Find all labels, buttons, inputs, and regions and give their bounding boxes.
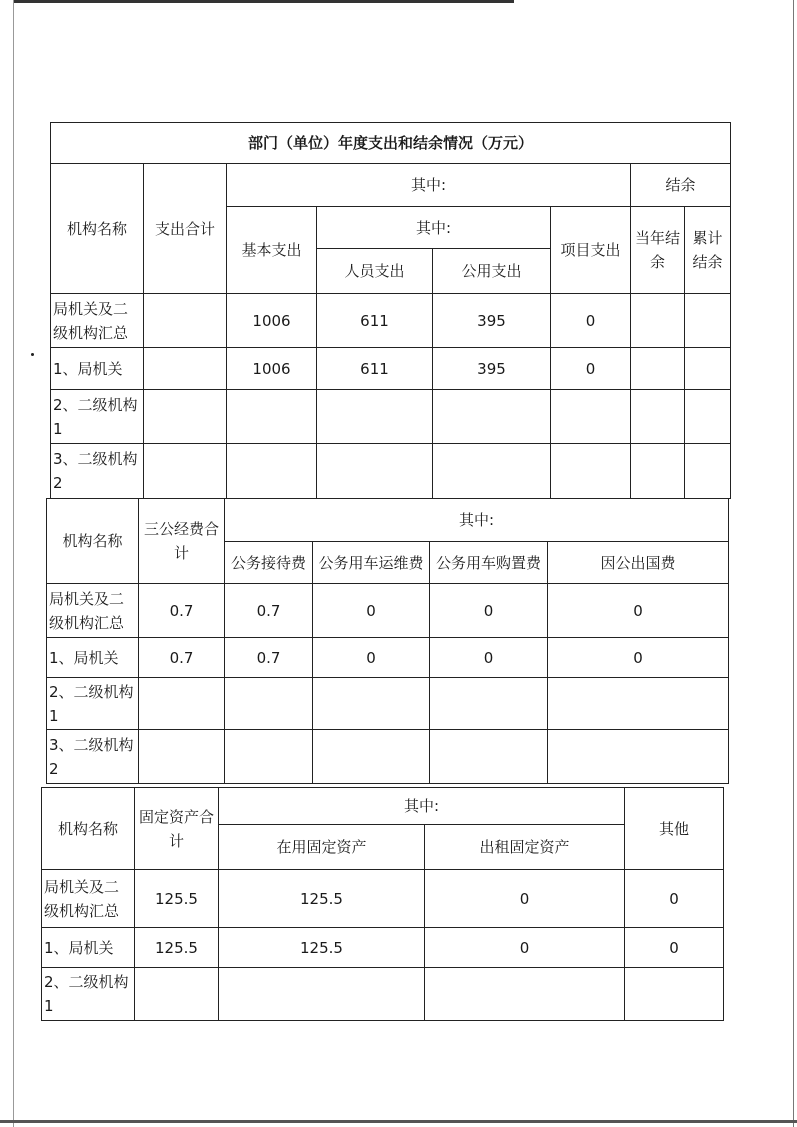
abroad-cell	[548, 678, 729, 730]
total-cell: 125.5	[135, 870, 219, 928]
personnel-cell	[317, 444, 433, 499]
reception-cell	[225, 730, 313, 784]
header-vehicle-purchase: 公务用车购置费	[430, 542, 548, 584]
header-org-name: 机构名称	[47, 499, 139, 584]
header-basic-spend: 基本支出	[227, 207, 317, 294]
header-total-spend: 支出合计	[144, 164, 227, 294]
org-name-cell: 局机关及二级机构汇总	[47, 584, 139, 638]
public-cell: 395	[433, 348, 551, 390]
page-right-edge	[793, 0, 794, 1127]
org-name-cell: 局机关及二级机构汇总	[51, 294, 144, 348]
in-use-cell: 125.5	[219, 870, 425, 928]
header-of-which: 其中:	[227, 164, 631, 207]
total-cell	[144, 390, 227, 444]
personnel-cell: 611	[317, 294, 433, 348]
basic-cell	[227, 444, 317, 499]
org-name-cell: 3、二级机构2	[47, 730, 139, 784]
reception-cell: 0.7	[225, 638, 313, 678]
public-cell: 395	[433, 294, 551, 348]
other-cell: 0	[625, 928, 724, 968]
current-balance-cell	[631, 294, 685, 348]
table-row	[42, 968, 724, 1021]
vehicle-purchase-cell: 0	[430, 638, 548, 678]
fixed-assets-table	[41, 787, 724, 1021]
leased-cell	[425, 968, 625, 1021]
org-name-cell: 2、二级机构1	[42, 968, 135, 1021]
scan-speck	[31, 353, 34, 356]
project-cell	[551, 390, 631, 444]
personnel-cell	[317, 390, 433, 444]
header-of-which: 其中:	[225, 499, 729, 542]
page-top-border	[14, 0, 514, 3]
header-balance: 结余	[631, 164, 731, 207]
project-cell: 0	[551, 294, 631, 348]
header-project-spend: 项目支出	[551, 207, 631, 294]
basic-cell	[227, 390, 317, 444]
basic-cell: 1006	[227, 294, 317, 348]
vehicle-maint-cell: 0	[313, 638, 430, 678]
vehicle-maint-cell	[313, 730, 430, 784]
reception-cell: 0.7	[225, 584, 313, 638]
total-cell	[144, 444, 227, 499]
table-row	[51, 390, 731, 444]
in-use-cell	[219, 968, 425, 1021]
current-balance-cell	[631, 348, 685, 390]
project-cell: 0	[551, 348, 631, 390]
table-row	[51, 444, 731, 499]
header-of-which: 其中:	[219, 788, 625, 825]
cumulative-balance-cell	[685, 294, 731, 348]
header-vehicle-maint: 公务用车运维费	[313, 542, 430, 584]
page-left-edge	[13, 0, 14, 1127]
header-fixed-assets-total: 固定资产合计	[135, 788, 219, 870]
three-public-expenses-table	[46, 498, 729, 784]
header-reception: 公务接待费	[225, 542, 313, 584]
header-leased: 出租固定资产	[425, 825, 625, 870]
table-row	[47, 584, 729, 638]
org-name-cell: 2、二级机构1	[47, 678, 139, 730]
header-public: 公用支出	[433, 249, 551, 294]
vehicle-purchase-cell	[430, 730, 548, 784]
table-row	[42, 928, 724, 968]
abroad-cell: 0	[548, 584, 729, 638]
header-abroad: 因公出国费	[548, 542, 729, 584]
vehicle-purchase-cell	[430, 678, 548, 730]
other-cell	[625, 968, 724, 1021]
in-use-cell: 125.5	[219, 928, 425, 968]
table-row	[47, 638, 729, 678]
vehicle-maint-cell: 0	[313, 584, 430, 638]
table-title: 部门（单位）年度支出和结余情况（万元）	[51, 123, 731, 164]
leased-cell: 0	[425, 870, 625, 928]
org-name-cell: 局机关及二级机构汇总	[42, 870, 135, 928]
total-cell	[135, 968, 219, 1021]
total-cell: 0.7	[139, 638, 225, 678]
expenditure-balance-table	[50, 122, 731, 499]
table-row	[47, 678, 729, 730]
header-three-public-total: 三公经费合计	[139, 499, 225, 584]
abroad-cell	[548, 730, 729, 784]
current-balance-cell	[631, 444, 685, 499]
vehicle-maint-cell	[313, 678, 430, 730]
current-balance-cell	[631, 390, 685, 444]
org-name-cell: 1、局机关	[42, 928, 135, 968]
total-cell	[144, 294, 227, 348]
header-other: 其他	[625, 788, 724, 870]
cumulative-balance-cell	[685, 390, 731, 444]
basic-cell: 1006	[227, 348, 317, 390]
header-of-which-sub: 其中:	[317, 207, 551, 249]
table-row	[42, 870, 724, 928]
leased-cell: 0	[425, 928, 625, 968]
total-cell	[139, 678, 225, 730]
org-name-cell: 1、局机关	[51, 348, 144, 390]
header-org-name: 机构名称	[42, 788, 135, 870]
personnel-cell: 611	[317, 348, 433, 390]
header-org-name: 机构名称	[51, 164, 144, 294]
header-personnel: 人员支出	[317, 249, 433, 294]
org-name-cell: 3、二级机构2	[51, 444, 144, 499]
abroad-cell: 0	[548, 638, 729, 678]
total-cell	[144, 348, 227, 390]
public-cell	[433, 390, 551, 444]
table-row	[51, 348, 731, 390]
header-cumulative-balance: 累计结余	[685, 207, 731, 294]
header-in-use: 在用固定资产	[219, 825, 425, 870]
other-cell: 0	[625, 870, 724, 928]
header-current-balance: 当年结余	[631, 207, 685, 294]
org-name-cell: 2、二级机构1	[51, 390, 144, 444]
project-cell	[551, 444, 631, 499]
cumulative-balance-cell	[685, 444, 731, 499]
total-cell: 125.5	[135, 928, 219, 968]
cumulative-balance-cell	[685, 348, 731, 390]
table-row	[51, 294, 731, 348]
page-bottom-border	[0, 1120, 797, 1123]
org-name-cell: 1、局机关	[47, 638, 139, 678]
total-cell: 0.7	[139, 584, 225, 638]
table-row	[47, 730, 729, 784]
reception-cell	[225, 678, 313, 730]
vehicle-purchase-cell: 0	[430, 584, 548, 638]
total-cell	[139, 730, 225, 784]
public-cell	[433, 444, 551, 499]
